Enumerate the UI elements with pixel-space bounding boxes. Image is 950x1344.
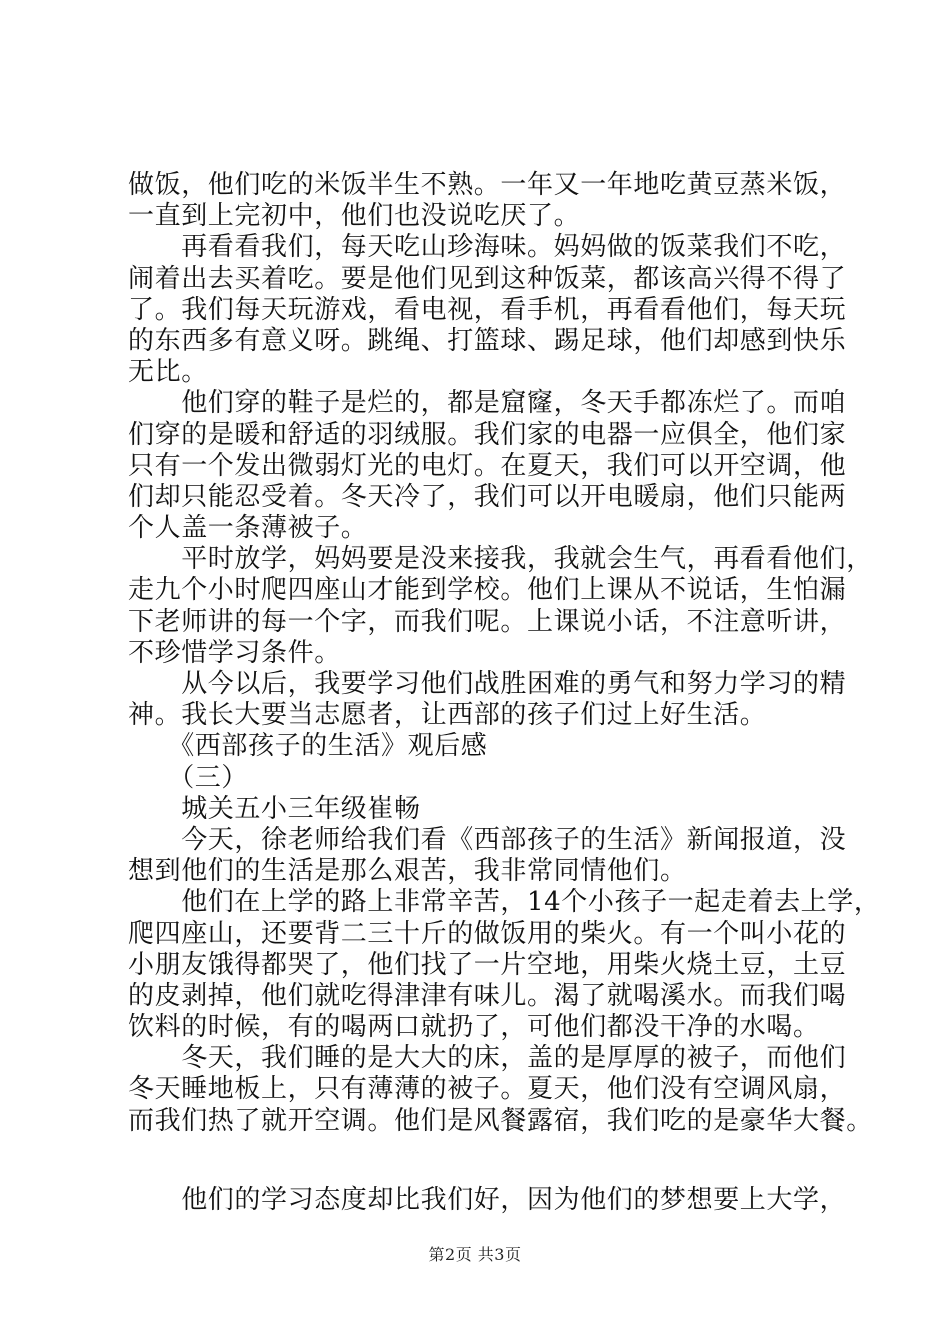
- text-line: 下老师讲的每一个字，而我们呢。上课说小话，不注意听讲，: [128, 606, 847, 637]
- text-line: 他们在上学的路上非常辛苦，14个小孩子一起走着去上学，: [128, 887, 881, 918]
- essay-title: 《西部孩子的生活》观后感: [128, 731, 488, 762]
- text-line: 冬天，我们睡的是大大的床，盖的是厚厚的被子，而他们: [128, 1043, 847, 1074]
- text-line: 的皮剥掉，他们就吃得津津有味儿。渴了就喝溪水。而我们喝: [128, 980, 847, 1011]
- text-line: 做饭，他们吃的米饭半生不熟。一年又一年地吃黄豆蒸米饭，: [128, 170, 847, 200]
- body-text: [128, 170, 881, 1216]
- text-line: 再看看我们，每天吃山珍海味。妈妈做的饭菜我们不吃，: [128, 232, 847, 263]
- text-line: 只有一个发出微弱灯光的电灯。在夏天，我们可以开空调，他: [128, 450, 847, 481]
- text-line: 爬四座山，还要背二三十斤的做饭用的柴火。有一个叫小花的: [128, 918, 847, 949]
- text-line: 而我们热了就开空调。他们是风餐露宿，我们吃的是豪华大餐。: [128, 1105, 873, 1136]
- page-number-footer: 第2页 共3页: [428, 1245, 522, 1264]
- text-line: 平时放学，妈妈要是没来接我，我就会生气，再看看他们，: [128, 544, 873, 575]
- text-line: 今天，徐老师给我们看《西部孩子的生活》新闻报道，没: [128, 824, 847, 855]
- text-line: 个人盖一条薄被子。: [128, 513, 368, 544]
- text-line: 们却只能忍受着。冬天冷了，我们可以开电暖扇，他们只能两: [128, 481, 847, 512]
- text-line: 饮料的时候，有的喝两口就扔了，可他们都没干净的水喝。: [128, 1012, 820, 1043]
- text-line: 神。我长大要当志愿者，让西部的孩子们过上好生活。: [128, 700, 767, 731]
- text-line: 闹着出去买着吃。要是他们见到这种饭菜，都该高兴得不得了: [128, 263, 847, 294]
- text-line: 他们穿的鞋子是烂的，都是窟窿，冬天手都冻烂了。而咱: [128, 388, 847, 419]
- text-line: 们穿的是暖和舒适的羽绒服。我们家的电器一应俱全，他们家: [128, 419, 847, 450]
- text-line: 不珍惜学习条件。: [128, 637, 341, 668]
- paragraph-gap: [128, 1137, 840, 1185]
- text-line: 小朋友饿得都哭了，他们找了一片空地，用柴火烧土豆，土豆: [128, 949, 847, 980]
- text-line: 走九个小时爬四座山才能到学校。他们上课从不说话，生怕漏: [128, 575, 847, 606]
- text-line: 无比。: [128, 357, 208, 388]
- essay-author: 城关五小三年级崔畅: [128, 793, 421, 824]
- text-line: 冬天睡地板上，只有薄薄的被子。夏天，他们没有空调风扇，: [128, 1074, 847, 1105]
- text-line: 从今以后，我要学习他们战胜困难的勇气和努力学习的精: [128, 669, 847, 699]
- text-line: 一直到上完初中，他们也没说吃厌了。: [128, 201, 581, 232]
- text-line: 他们的学习态度却比我们好，因为他们的梦想要上大学，: [128, 1184, 847, 1215]
- text-line: 的东西多有意义呀。跳绳、打篮球、踢足球，他们却感到快乐: [128, 325, 847, 356]
- text-line: 了。我们每天玩游戏，看电视，看手机，再看看他们，每天玩: [128, 294, 847, 325]
- essay-number: （三）: [128, 762, 249, 793]
- text-line: 想到他们的生活是那么艰苦，我非常同情他们。: [128, 856, 687, 887]
